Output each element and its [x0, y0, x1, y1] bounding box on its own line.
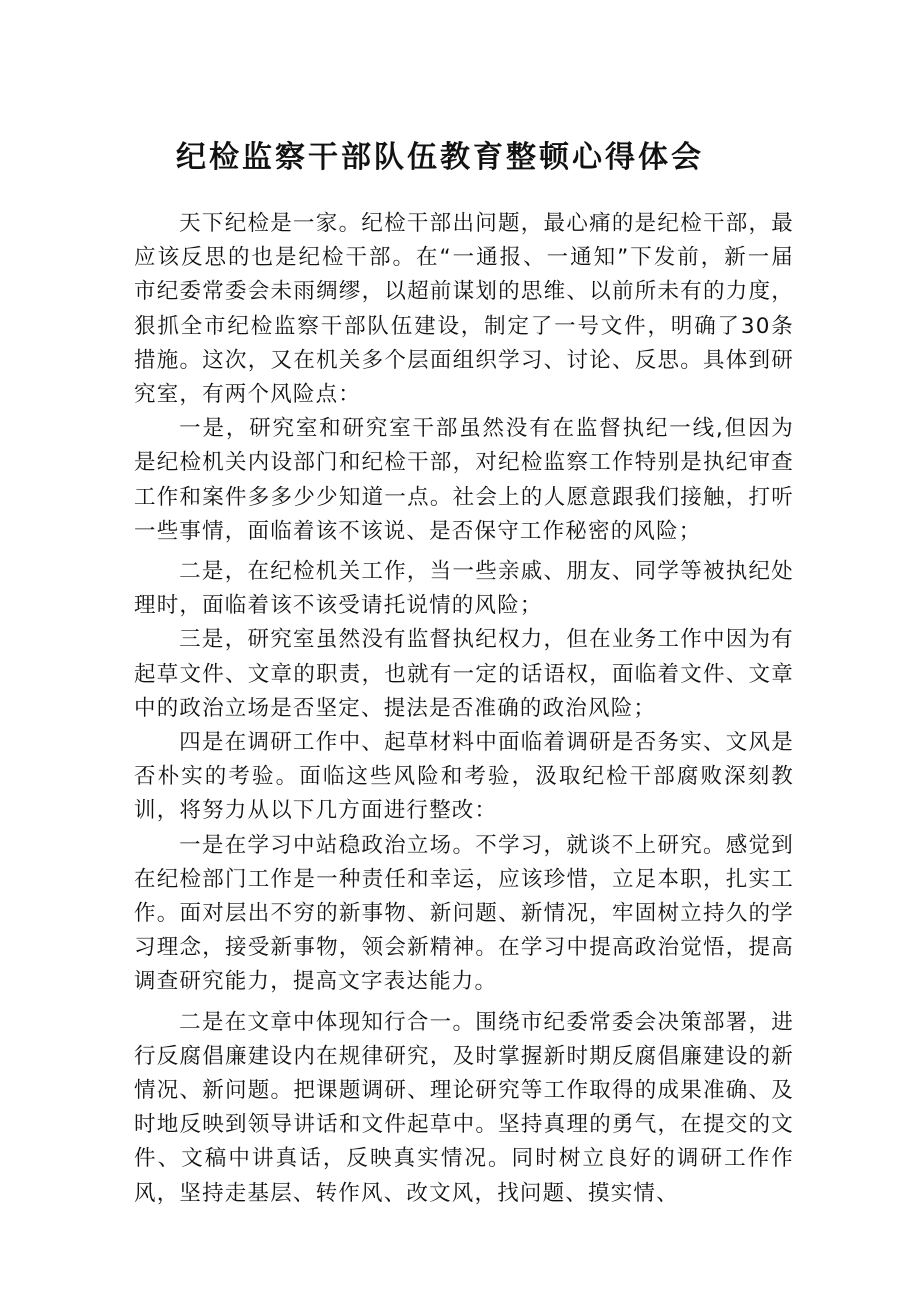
- paragraph-intro: 天下纪检是一家。纪检干部出问题，最心痛的是纪检干部，最应该反思的也是纪检干部。在“一通报、一通知”下发前，新一届市纪委常委会未雨绸缪，以超前谋划的思维、以前所未有的力度，狠抓全市纪检监察干部队伍建设，制定了一号文件，明确了30条措施。这次，又在机关多个层面组织学习、讨论、反思。具体到研究室，有两个风险点：: [134, 211, 794, 408]
- paragraph-risk-1: 一是，研究室和研究室干部虽然没有在监督执纪一线,但因为是纪检机关内设部门和纪检干部，对纪检监察工作特别是执纪审查工作和案件多多少少知道一点。社会上的人愿意跟我们接触，打听一些事情，面临着该不该说、是否保守工作秘密的风险；: [134, 416, 794, 544]
- paragraph-risk-2: 二是，在纪检机关工作，当一些亲戚、朋友、同学等被执纪处理时，面临着该不该受请托说情的风险；: [134, 559, 794, 619]
- paragraph-rectify-2: 二是在文章中体现知行合一。围绕市纪委常委会决策部署，进行反腐倡廉建设内在规律研究，及时掌握新时期反腐倡廉建设的新情况、新问题。把课题调研、理论研究等工作取得的成果准确、及时地反映到领导讲话和文件起草中。坚持真理的勇气，在提交的文件、文稿中讲真话，反映真实情况。同时树立良好的调研工作作风，坚持走基层、转作风、改文风，找问题、摸实情、: [134, 1009, 794, 1206]
- paragraph-rectify-1: 一是在学习中站稳政治立场。不学习，就谈不上研究。感觉到在纪检部门工作是一种责任和幸运，应该珍惜，立足本职，扎实工作。面对层出不穷的新事物、新问题、新情况，牢固树立持久的学习理念，接受新事物，领会新精神。在学习中提高政治觉悟，提高调查研究能力，提高文字表达能力。: [134, 832, 794, 995]
- paragraph-risk-4: 四是在调研工作中、起草材料中面临着调研是否务实、文风是否朴实的考验。面临这些风险和考验，汲取纪检干部腐败深刻教训，将努力从以下几方面进行整改：: [134, 730, 794, 824]
- document-title: 纪检监察干部队伍教育整顿心得体会: [176, 140, 704, 175]
- paragraph-risk-3: 三是，研究室虽然没有监督执纪权力，但在业务工作中因为有起草文件、文章的职责，也就有一定的话语权，面临着文件、文章中的政治立场是否坚定、提法是否准确的政治风险；: [134, 627, 794, 721]
- document-body: [134, 207, 794, 1211]
